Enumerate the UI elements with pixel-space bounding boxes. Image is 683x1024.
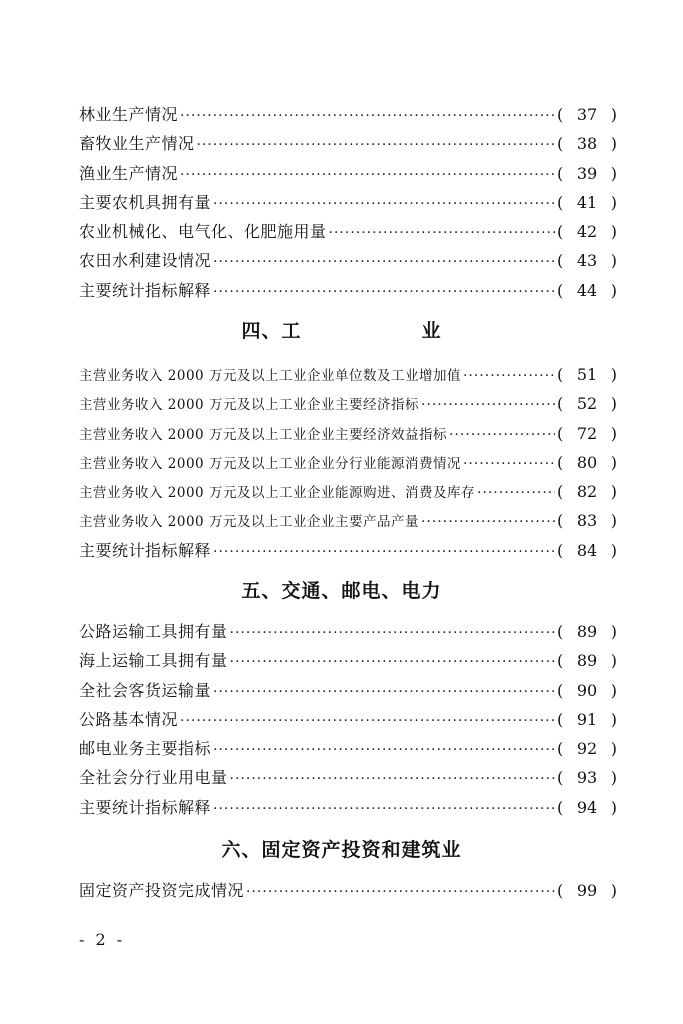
toc-entry[interactable] bbox=[79, 477, 617, 506]
dot-leader bbox=[463, 450, 555, 479]
toc-entry[interactable] bbox=[79, 246, 617, 275]
dot-leader bbox=[421, 508, 555, 537]
page-number: 41 bbox=[576, 192, 598, 212]
toc-entry[interactable] bbox=[79, 793, 617, 822]
dot-leader bbox=[180, 705, 555, 736]
page-number: 42 bbox=[576, 222, 598, 242]
toc-entry[interactable] bbox=[79, 159, 617, 188]
toc-entry[interactable] bbox=[79, 217, 617, 246]
page-number: 37 bbox=[576, 105, 598, 124]
toc-entry-page: ( 94 ) bbox=[557, 793, 617, 822]
dot-leader bbox=[230, 617, 555, 648]
section-heading-investment: 六、固定资产投资和建筑业 bbox=[221, 839, 462, 861]
section-heading-right: 业 bbox=[421, 320, 442, 342]
toc-entry[interactable] bbox=[79, 506, 617, 535]
toc-entry-title: 固定资产投资完成情况 bbox=[79, 881, 245, 900]
toc-entry[interactable] bbox=[79, 734, 617, 763]
page-number: 83 bbox=[576, 511, 598, 531]
toc-entry[interactable] bbox=[79, 705, 617, 734]
toc-entry[interactable] bbox=[79, 617, 617, 646]
toc-entry-page: ( 82 ) bbox=[557, 477, 617, 506]
toc-entry-page: ( 89 ) bbox=[557, 646, 617, 675]
page-number: 92 bbox=[576, 739, 598, 759]
page-number: 89 bbox=[576, 651, 598, 671]
toc-entry[interactable] bbox=[79, 100, 617, 129]
dot-leader bbox=[213, 734, 555, 765]
toc-entry-page: ( 37 ) bbox=[557, 100, 617, 129]
toc-entry-title: 主营业务收入 2000 万元及以上工业企业主要经济效益指标 bbox=[79, 426, 447, 443]
toc-entry-title: 全社会客货运输量 bbox=[79, 680, 212, 700]
toc-entry-page: ( 91 ) bbox=[557, 705, 617, 734]
toc-entry-title: 农田水利建设情况 bbox=[79, 251, 212, 271]
toc-entry-page: ( 52 ) bbox=[557, 389, 617, 418]
toc-entry-title: 公路基本情况 bbox=[79, 709, 179, 729]
dot-leader bbox=[246, 876, 555, 907]
toc-entry[interactable] bbox=[79, 129, 617, 158]
toc-entry-page: ( 93 ) bbox=[557, 763, 617, 792]
page-number: 91 bbox=[576, 709, 598, 729]
toc-entry-page: ( 92 ) bbox=[557, 734, 617, 763]
toc-entry-title: 主营业务收入 2000 万元及以上工业企业能源购进、消费及库存 bbox=[79, 485, 475, 502]
toc-entry-title: 公路运输工具拥有量 bbox=[79, 622, 228, 641]
toc-entry-page: ( 41 ) bbox=[557, 188, 617, 217]
toc-entry-title: 渔业生产情况 bbox=[79, 163, 179, 183]
section-heading-left: 四、工 bbox=[241, 320, 302, 342]
toc-entry-title: 全社会分行业用电量 bbox=[79, 768, 228, 788]
dot-leader bbox=[213, 676, 555, 707]
toc-block-investment bbox=[79, 876, 617, 905]
page-number: 52 bbox=[576, 394, 598, 414]
toc-entry[interactable] bbox=[79, 360, 617, 389]
dot-leader bbox=[463, 362, 555, 391]
toc-entry[interactable] bbox=[79, 536, 617, 565]
dot-leader bbox=[180, 100, 555, 131]
toc-entry-page: ( 39 ) bbox=[557, 159, 617, 188]
toc-entry-page: ( 38 ) bbox=[557, 129, 617, 158]
dot-leader bbox=[213, 793, 555, 824]
page-number: 72 bbox=[576, 423, 598, 443]
dot-leader bbox=[477, 479, 555, 508]
toc-entry-page: ( 44 ) bbox=[557, 276, 617, 305]
dot-leader bbox=[213, 188, 555, 219]
dot-leader bbox=[213, 276, 555, 307]
page-number: 84 bbox=[576, 540, 598, 560]
toc-entry-page: ( 51 ) bbox=[557, 360, 617, 389]
toc-entry[interactable] bbox=[79, 419, 617, 448]
page-number: 43 bbox=[576, 251, 598, 271]
dot-leader bbox=[197, 129, 555, 160]
page-number: 80 bbox=[576, 452, 598, 472]
page-number: 82 bbox=[576, 482, 598, 502]
toc-entry-title: 林业生产情况 bbox=[79, 105, 179, 124]
toc-entry-page: ( 89 ) bbox=[557, 617, 617, 646]
toc-entry-page: ( 90 ) bbox=[557, 676, 617, 705]
dot-leader bbox=[329, 217, 555, 248]
toc-entry-title: 主营业务收入 2000 万元及以上工业企业分行业能源消费情况 bbox=[79, 455, 461, 472]
toc-entry-title: 主要统计指标解释 bbox=[79, 797, 212, 817]
toc-entry-title: 农业机械化、电气化、化肥施用量 bbox=[79, 222, 327, 242]
page-number: 93 bbox=[576, 768, 598, 788]
toc-block-agriculture bbox=[79, 100, 617, 305]
toc-entry-title: 畜牧业生产情况 bbox=[79, 134, 195, 154]
toc-entry[interactable] bbox=[79, 876, 617, 905]
toc-entry[interactable] bbox=[79, 448, 617, 477]
toc-entry[interactable] bbox=[79, 188, 617, 217]
toc-entry-title: 主营业务收入 2000 万元及以上工业企业主要产品产量 bbox=[79, 514, 419, 531]
page-number: 90 bbox=[576, 680, 598, 700]
toc-entry-page: ( 80 ) bbox=[557, 448, 617, 477]
page-number: 99 bbox=[576, 881, 598, 900]
toc-entry-title: 邮电业务主要指标 bbox=[79, 739, 212, 759]
toc-entry-page: ( 42 ) bbox=[557, 217, 617, 246]
page-number: 39 bbox=[576, 163, 598, 183]
toc-entry-page: ( 99 ) bbox=[557, 876, 617, 905]
page-number-footer: - 2 - bbox=[79, 930, 126, 949]
toc-entry[interactable] bbox=[79, 276, 617, 305]
toc-entry-title: 主营业务收入 2000 万元及以上工业企业单位数及工业增加值 bbox=[79, 368, 461, 384]
toc-entry-title: 主要农机具拥有量 bbox=[79, 192, 212, 212]
toc-block-transport bbox=[79, 617, 617, 822]
toc-entry-page: ( 84 ) bbox=[557, 536, 617, 565]
toc-entry[interactable] bbox=[79, 676, 617, 705]
toc-entry-title: 海上运输工具拥有量 bbox=[79, 651, 228, 671]
toc-entry-title: 主要统计指标解释 bbox=[79, 540, 212, 560]
dot-leader bbox=[230, 646, 555, 677]
toc-entry-title: 主营业务收入 2000 万元及以上工业企业主要经济指标 bbox=[79, 397, 419, 414]
toc-entry-page: ( 83 ) bbox=[557, 506, 617, 535]
page-number: 51 bbox=[576, 365, 598, 384]
toc-entry[interactable] bbox=[79, 763, 617, 792]
dot-leader bbox=[213, 536, 555, 567]
page-number: 94 bbox=[576, 797, 598, 817]
toc-block-industry bbox=[79, 360, 617, 565]
page-number: 44 bbox=[576, 280, 598, 300]
dot-leader bbox=[421, 391, 555, 420]
page-number: 38 bbox=[576, 134, 598, 154]
dot-leader bbox=[449, 421, 555, 450]
dot-leader bbox=[180, 159, 555, 190]
toc-entry-page: ( 43 ) bbox=[557, 246, 617, 275]
toc-entry-title: 主要统计指标解释 bbox=[79, 280, 212, 300]
toc-entry-page: ( 72 ) bbox=[557, 419, 617, 448]
toc-entry[interactable] bbox=[79, 646, 617, 675]
page-number: 89 bbox=[576, 622, 598, 641]
dot-leader bbox=[230, 763, 555, 794]
toc-entry[interactable] bbox=[79, 389, 617, 418]
dot-leader bbox=[213, 246, 555, 277]
section-heading-transport: 五、交通、邮电、电力 bbox=[241, 580, 442, 602]
section-heading-industry bbox=[0, 316, 683, 343]
